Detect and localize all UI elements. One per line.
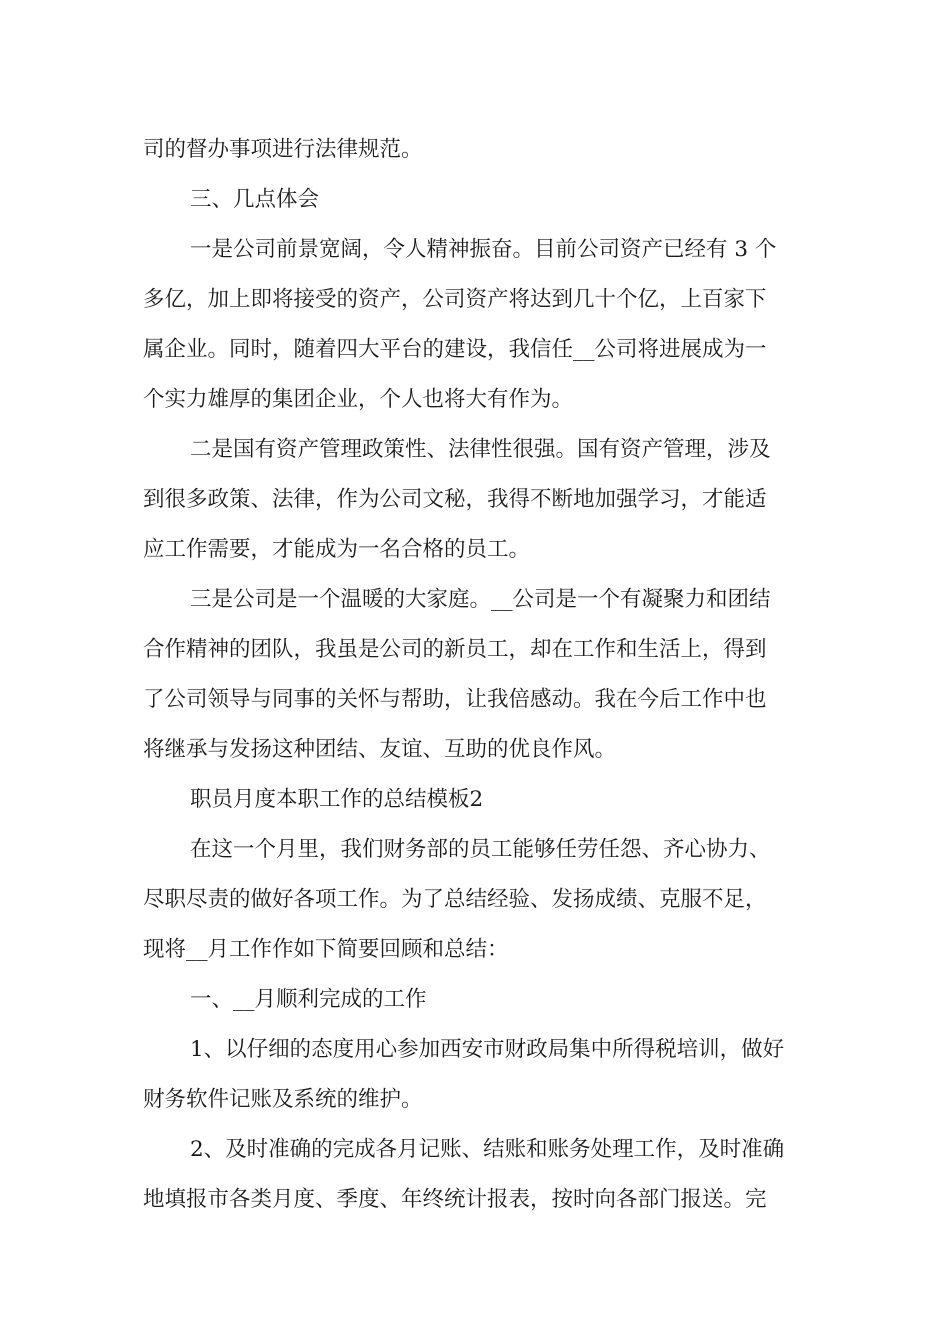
paragraph-line: 将继承与发扬这种团结、友谊、互助的优良作风。 — [143, 737, 617, 762]
list-item-2: 2、及时准确的完成各月记账、结账和账务处理工作，及时准确 — [190, 1137, 785, 1162]
list-item-1: 1、以仔细的态度用心参加西安市财政局集中所得税培训，做好 — [190, 1037, 785, 1062]
paragraph-line: 应工作需要，才能成为一名合格的员工。 — [143, 537, 531, 562]
paragraph-line: 在这一个月里，我们财务部的员工能够任劳任怨、齐心协力、 — [190, 837, 771, 862]
template-title: 职员月度本职工作的总结模板2 — [190, 787, 484, 812]
paragraph-line: 财务软件记账及系统的维护。 — [143, 1087, 423, 1112]
paragraph-line: 地填报市各类月度、季度、年终统计报表，按时向各部门报送。完 — [143, 1187, 767, 1212]
paragraph-line: 三是公司是一个温暖的大家庭。__公司是一个有凝聚力和团结 — [190, 587, 771, 612]
paragraph-line: 现将__月工作作如下简要回顾和总结： — [143, 937, 509, 962]
paragraph-line: 尽职尽责的做好各项工作。为了总结经验、发扬成绩、克服不足， — [143, 887, 767, 912]
paragraph-line: 属企业。同时，随着四大平台的建设，我信任__公司将进展成为一 — [143, 337, 767, 362]
paragraph-line: 一是公司前景宽阔，令人精神振奋。目前公司资产已经有 3 个 — [190, 237, 777, 262]
paragraph-line: 司的督办事项进行法律规范。 — [143, 137, 423, 162]
paragraph-line: 了公司领导与同事的关怀与帮助，让我倍感动。我在今后工作中也 — [143, 687, 767, 712]
paragraph-line: 二是国有资产管理政策性、法律性很强。国有资产管理，涉及 — [190, 437, 771, 462]
paragraph-line: 多亿，加上即将接受的资产，公司资产将达到几十个亿，上百家下 — [143, 287, 767, 312]
paragraph-line: 个实力雄厚的集团企业，个人也将大有作为。 — [143, 387, 574, 412]
section-heading-three: 三、几点体会 — [190, 187, 320, 212]
section-heading-one: 一、__月顺利完成的工作 — [190, 987, 427, 1012]
paragraph-line: 合作精神的团队，我虽是公司的新员工，却在工作和生活上，得到 — [143, 637, 767, 662]
paragraph-line: 到很多政策、法律，作为公司文秘，我得不断地加强学习，才能适 — [143, 487, 767, 512]
